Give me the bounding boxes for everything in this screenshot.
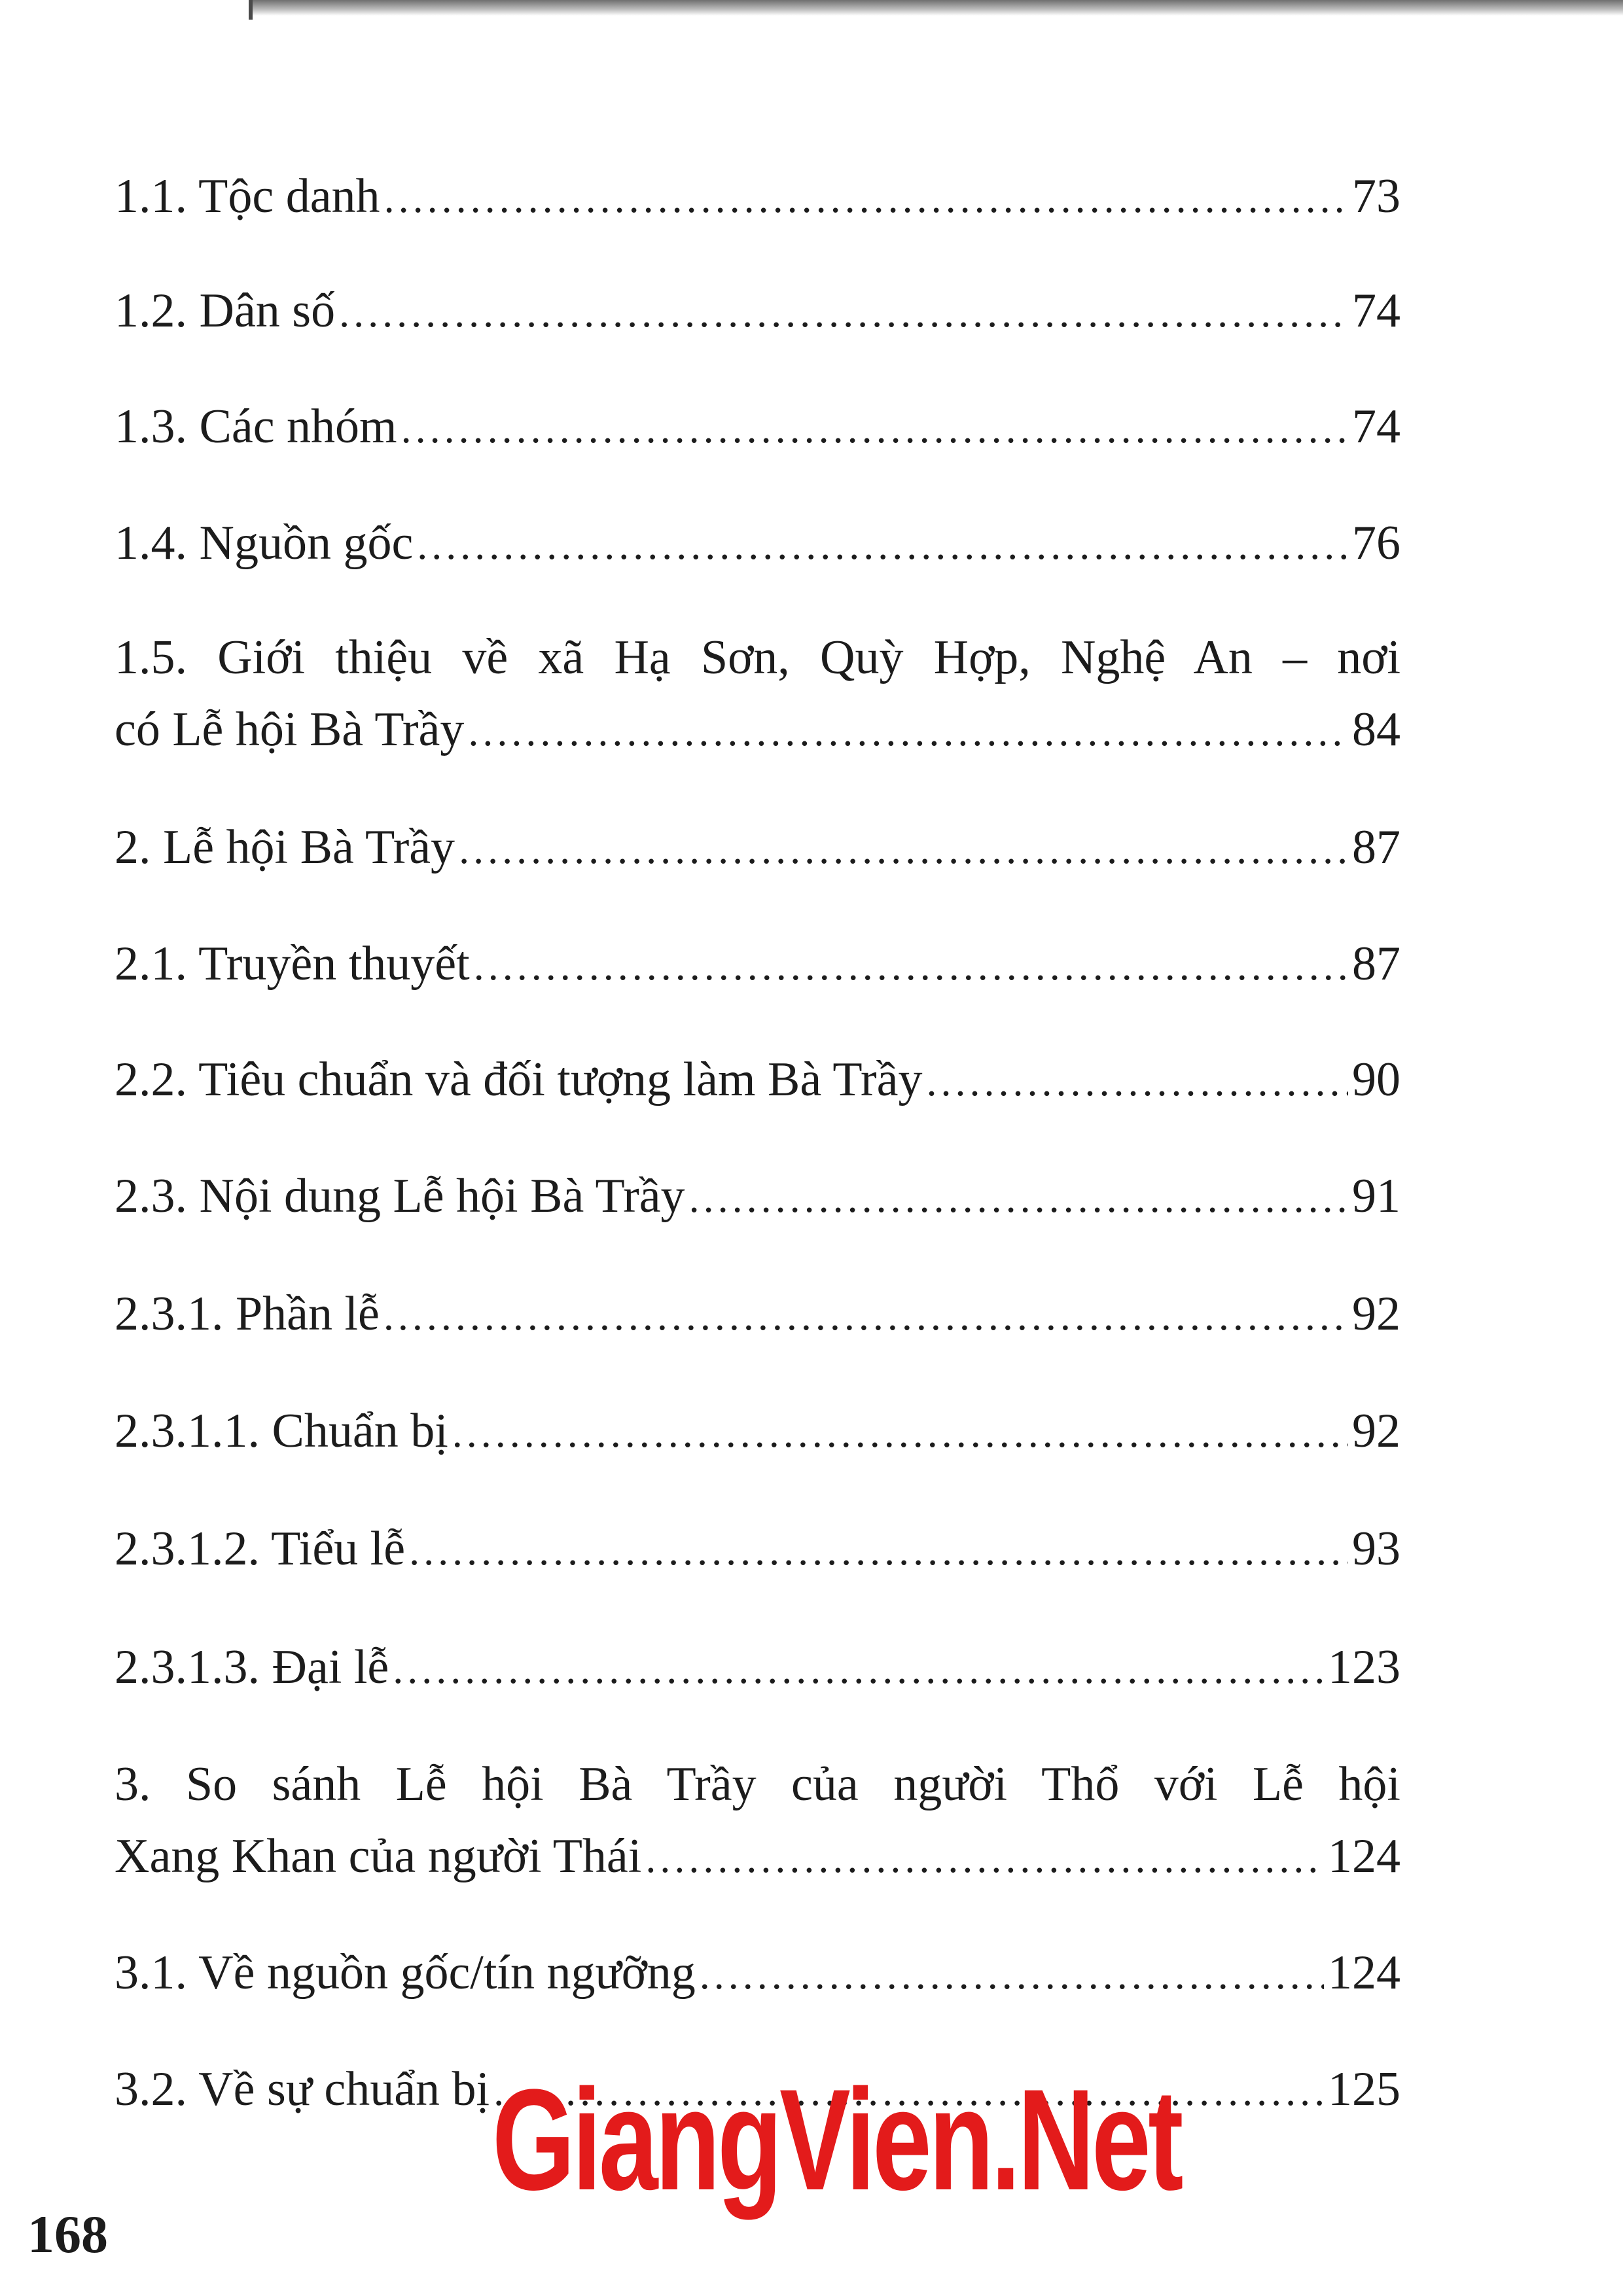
toc-entry: [115, 1631, 1400, 1705]
toc-entry: [115, 160, 1400, 234]
toc-entry-page: 90: [1352, 1053, 1400, 1106]
toc-entry-title-line1: 3. So sánh Lễ hội Bà Trầy của người Thổ với Lễ hội: [115, 1757, 1400, 1811]
toc-entry-title: 2.3. Nội dung Lễ hội Bà Trầy: [115, 1169, 685, 1223]
toc-entry-title: 2.1. Truyền thuyết: [115, 937, 470, 991]
dot-leader: [401, 393, 1348, 465]
toc-entry-title: 2.2. Tiêu chuẩn và đối tượng làm Bà Trầy: [115, 1053, 923, 1106]
toc-entry-title-line1: 1.5. Giới thiệu về xã Hạ Sơn, Quỳ Hợp, Nghệ An – nơi: [115, 631, 1400, 684]
dot-leader: [689, 1162, 1348, 1234]
watermark-logo: GiangVien.Net: [492, 2059, 1181, 2220]
toc-entry-title: 1.4. Nguồn gốc: [115, 516, 414, 570]
toc-entry: [115, 1937, 1400, 2011]
toc-entry-page: 84: [1352, 703, 1400, 756]
toc-entry-page: 87: [1352, 821, 1400, 874]
toc-entry-title: 1.1. Tộc danh: [115, 169, 380, 223]
toc-entry: [115, 811, 1400, 885]
toc-entry: [115, 928, 1400, 1002]
toc-entry-page: 87: [1352, 937, 1400, 991]
toc-entry-title: 2.3.1.2. Tiểu lễ: [115, 1522, 406, 1576]
toc-entry-page: 124: [1328, 1829, 1400, 1883]
toc-entry-title: có Lễ hội Bà Trầy: [115, 703, 465, 756]
toc-entry-page: 73: [1352, 169, 1400, 223]
toc-entry-page: 92: [1352, 1287, 1400, 1341]
toc-entry-page: 91: [1352, 1169, 1400, 1223]
toc-entry-page: 74: [1352, 400, 1400, 453]
dot-leader: [393, 1633, 1324, 1705]
toc-entry-page: 123: [1328, 1640, 1400, 1694]
dot-leader: [468, 696, 1348, 768]
toc-entry-title: Xang Khan của người Thái: [115, 1829, 642, 1883]
toc-entry-page: 124: [1328, 1946, 1400, 2000]
toc-entry: [115, 1160, 1400, 1234]
toc-entry: [115, 1044, 1400, 1118]
dot-leader: [384, 162, 1348, 234]
toc-entry-page: 76: [1352, 516, 1400, 570]
dot-leader: [339, 277, 1348, 349]
toc-entry-title: 2. Lễ hội Bà Trầy: [115, 821, 455, 874]
toc-entry-title: 2.3.1.3. Đại lễ: [115, 1640, 389, 1694]
dot-leader: [926, 1046, 1348, 1118]
toc-entry-title: 3.1. Về nguồn gốc/tín ngưỡng: [115, 1946, 696, 2000]
toc-entry: [115, 1278, 1400, 1352]
dot-leader: [700, 1939, 1324, 2011]
toc-entry: [115, 1513, 1400, 1587]
toc-entry: [115, 391, 1400, 465]
dot-leader: [474, 930, 1348, 1002]
dot-leader: [383, 1280, 1348, 1352]
dot-leader: [459, 813, 1348, 885]
toc-entry: [115, 1395, 1400, 1469]
toc-entry-page: 125: [1328, 2062, 1400, 2116]
page-number: 168: [27, 2204, 108, 2264]
toc-entry: [115, 275, 1400, 349]
dot-leader: [452, 1397, 1348, 1469]
dot-leader: [645, 1822, 1324, 1894]
toc-entry-title: 2.3.1.1. Chuẩn bị: [115, 1404, 448, 1458]
toc-entry: [115, 622, 1400, 768]
toc-entry-page: 74: [1352, 284, 1400, 338]
toc-entry: [115, 1748, 1400, 1894]
toc-entry-title: 1.3. Các nhóm: [115, 400, 397, 453]
toc-entry-page: 92: [1352, 1404, 1400, 1458]
toc-entry-title: 1.2. Dân số: [115, 284, 336, 338]
toc-entry-page: 93: [1352, 1522, 1400, 1576]
toc-entry-title: 2.3.1. Phần lễ: [115, 1287, 380, 1341]
toc-entry-title: 3.2. Về sự chuẩn bị: [115, 2062, 490, 2116]
dot-leader: [417, 509, 1348, 581]
dot-leader: [409, 1515, 1348, 1587]
toc-entry: [115, 507, 1400, 581]
